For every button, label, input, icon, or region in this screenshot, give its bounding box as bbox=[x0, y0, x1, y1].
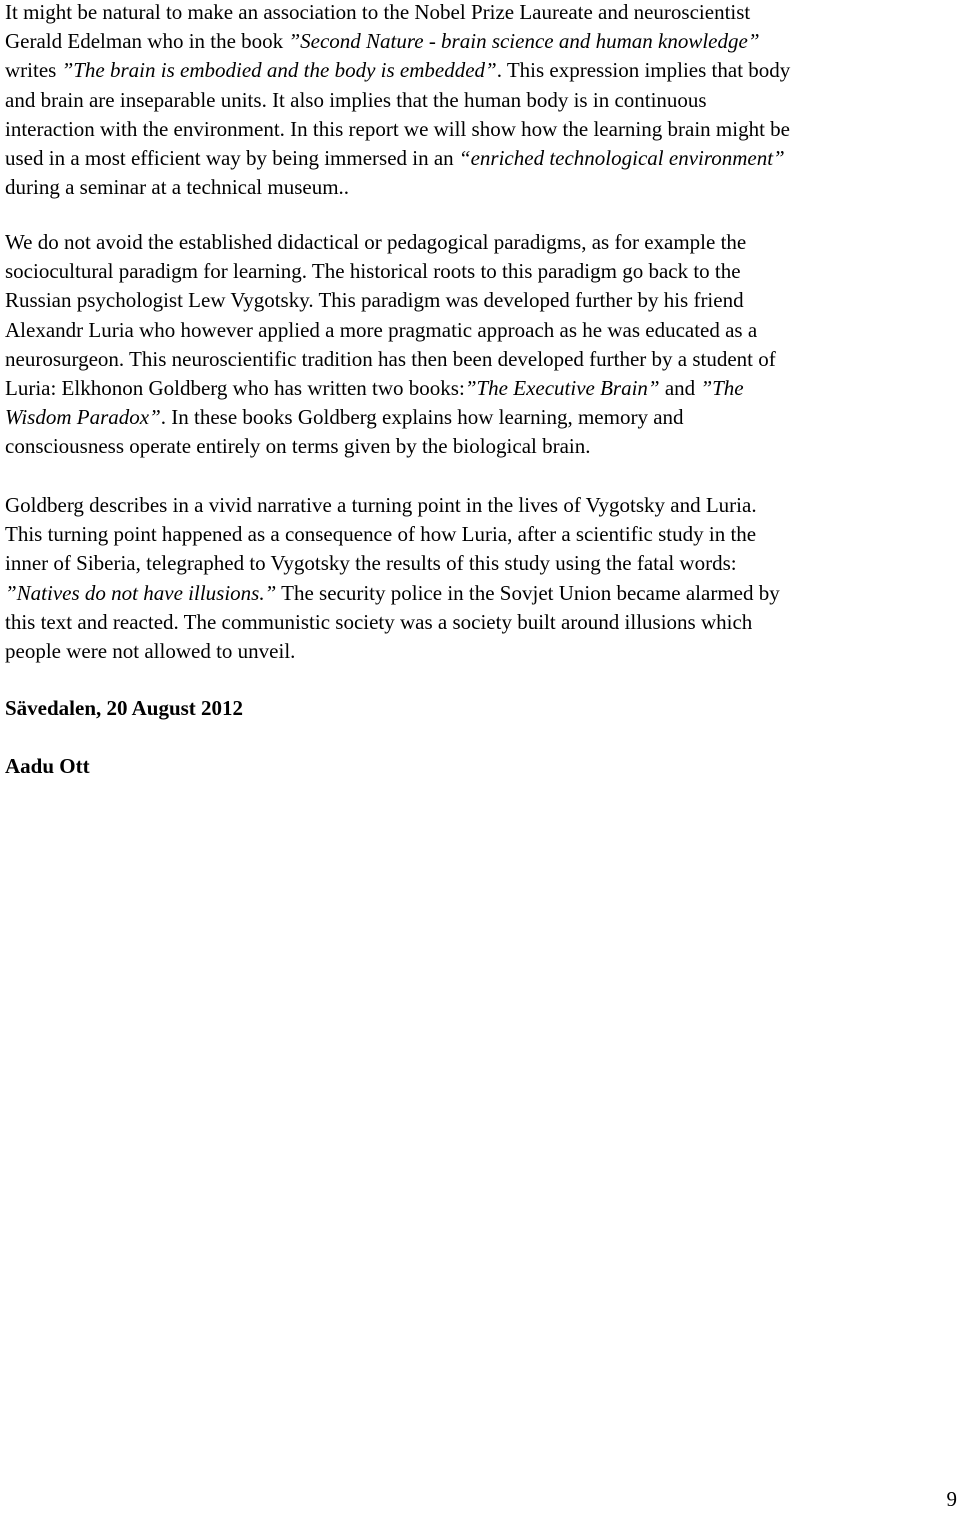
text-run: It might be natural to make an association to the Nobel Prize Laureate and neuroscientist bbox=[5, 0, 751, 24]
text-run: . In these books Goldberg explains how learning, memory and bbox=[160, 405, 684, 430]
text-line bbox=[5, 115, 790, 144]
text-run: inner of Siberia, telegraphed to Vygotsky the results of this study using the fatal words: bbox=[5, 551, 737, 576]
text-run: neurosurgeon. This neuroscientific tradition has then been developed further by a student of bbox=[5, 346, 776, 371]
italic-text-run: ”The Executive Brain” bbox=[464, 376, 660, 401]
text-line bbox=[5, 228, 776, 257]
text-run: . This expression implies that body bbox=[496, 58, 791, 83]
text-run: and brain are inseparable units. It also implies that the human body is in continuous bbox=[5, 87, 707, 112]
text-run: Goldberg describes in a vivid narrative a turning point in the lives of Vygotsky and Luria. bbox=[5, 493, 757, 517]
italic-text-run: ”Natives do not have illusions.” bbox=[5, 580, 277, 605]
text-run: this text and reacted. The communistic society was a society built around illusions which bbox=[5, 609, 753, 634]
text-run: Luria: Elkhonon Goldberg who has written two books: bbox=[5, 376, 465, 401]
text-run: sociocultural paradigm for learning. The historical roots to this paradigm go back to the bbox=[5, 259, 741, 284]
text-run: We do not avoid the established didactical or pedagogical paradigms, as for example the bbox=[5, 230, 747, 254]
text-run: interaction with the environment. In this report we will show how the learning brain might be bbox=[5, 116, 790, 141]
author-name: Aadu Ott bbox=[5, 754, 90, 778]
text-run: and bbox=[659, 376, 701, 401]
text-line bbox=[5, 86, 790, 115]
text-line bbox=[5, 608, 780, 637]
italic-text-run: Wisdom Paradox” bbox=[5, 405, 161, 430]
italic-text-run: ”The brain is embodied and the body is embedded” bbox=[61, 58, 497, 83]
italic-text-run: ”The bbox=[700, 376, 744, 401]
place-date-signature: Sävedalen, 20 August 2012 bbox=[5, 696, 244, 720]
text-line bbox=[5, 316, 776, 345]
text-line bbox=[5, 549, 780, 578]
text-run: people were not allowed to unveil. bbox=[5, 639, 296, 664]
text-line bbox=[5, 286, 776, 315]
paragraph-edelman bbox=[5, 0, 790, 202]
text-line bbox=[5, 579, 780, 608]
italic-text-run: “enriched technological environment” bbox=[458, 146, 785, 171]
text-line bbox=[5, 144, 790, 173]
text-line bbox=[5, 374, 776, 403]
italic-text-run: ”Second Nature - brain science and human knowledge” bbox=[288, 29, 760, 54]
text-line bbox=[5, 173, 790, 202]
text-run: Gerald Edelman who in the book bbox=[5, 29, 289, 54]
paragraph-goldberg-narrative bbox=[5, 491, 780, 666]
text-run: used in a most efficient way by being immersed in an bbox=[5, 146, 459, 171]
text-line bbox=[5, 520, 780, 549]
text-line bbox=[5, 491, 780, 520]
page-number: 9 bbox=[946, 1487, 957, 1511]
paragraph-paradigms bbox=[5, 228, 776, 462]
text-line bbox=[5, 257, 776, 286]
text-line bbox=[5, 56, 790, 85]
text-run: The security police in the Sovjet Union became alarmed by bbox=[276, 580, 780, 605]
text-run: consciousness operate entirely on terms given by the biological brain. bbox=[5, 434, 591, 459]
text-line bbox=[5, 432, 776, 461]
text-run: This turning point happened as a consequence of how Luria, after a scientific study in the bbox=[5, 522, 757, 547]
text-line bbox=[5, 637, 780, 666]
text-line bbox=[5, 403, 776, 432]
text-line bbox=[5, 27, 790, 56]
text-run: writes bbox=[5, 58, 62, 83]
text-run: during a seminar at a technical museum.. bbox=[5, 175, 350, 200]
text-run: Alexandr Luria who however applied a more pragmatic approach as he was educated as a bbox=[5, 317, 758, 342]
text-line bbox=[5, 0, 790, 27]
text-line bbox=[5, 345, 776, 374]
text-run: Russian psychologist Lew Vygotsky. This paradigm was developed further by his friend bbox=[5, 288, 744, 313]
